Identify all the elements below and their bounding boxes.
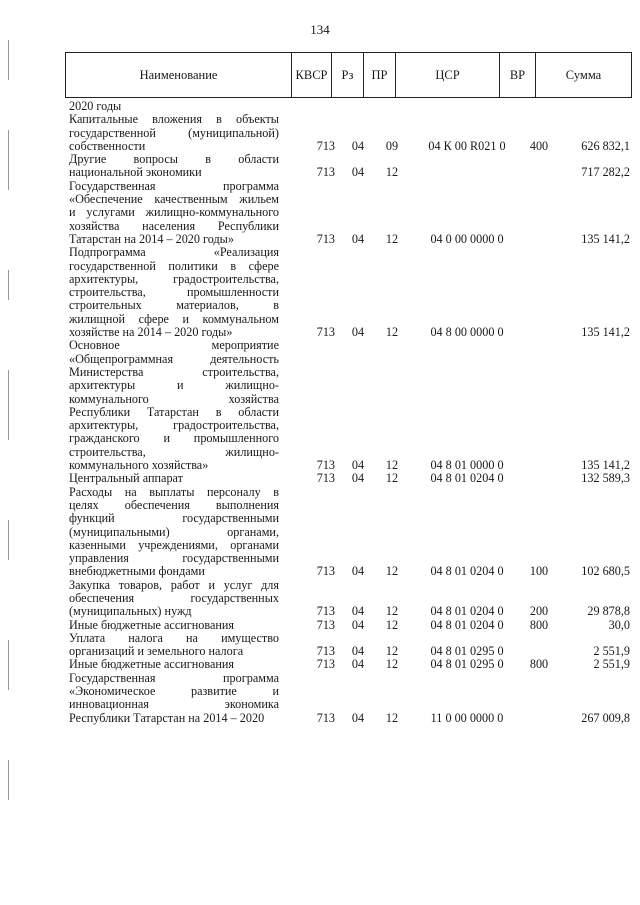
row-vr: 800: [529, 657, 549, 672]
row-name-line: государственной политики в сфере: [69, 258, 279, 273]
row-name-line: государственной (муниципальной): [69, 125, 279, 140]
row-name-line: функций государственными: [69, 511, 279, 526]
row-name-line: управления государственными: [69, 551, 279, 566]
row-name: [69, 486, 279, 579]
row-sum: 267 009,8: [581, 710, 630, 725]
table-row: [69, 339, 632, 472]
row-name-line: Расходы на выплаты персоналу в: [69, 484, 279, 499]
table-row: [69, 113, 632, 153]
row-name-line: инновационная экономика: [69, 697, 279, 712]
table-row: [69, 619, 632, 632]
row-name-line: архитектуры, градостроительства,: [69, 418, 279, 433]
row-kvsr: 713: [316, 231, 335, 246]
row-pr: 12: [385, 471, 399, 486]
row-name-line: 2020 годы: [69, 99, 122, 113]
row-name-line: Уплата налога на имущество: [69, 630, 279, 645]
table-row: [69, 486, 632, 579]
row-name: [69, 658, 279, 671]
row-name-line: обеспечения государственных: [69, 590, 279, 605]
row-name-line: жилищной сфере и коммунальном: [69, 311, 279, 326]
row-name-line: целях обеспечения выполнения: [69, 497, 279, 512]
header-pr: ПР: [364, 53, 396, 97]
row-kvsr: 713: [316, 165, 335, 180]
row-sum: 135 141,2: [581, 231, 630, 246]
table-row: [69, 658, 632, 671]
row-name-line: коммунального хозяйства»: [69, 458, 209, 473]
row-rz: 04: [351, 458, 365, 473]
row-csr: 04 8 01 0204 0: [430, 604, 504, 619]
row-pr: 09: [385, 138, 399, 153]
row-sum: 717 282,2: [581, 165, 630, 180]
row-name-line: Иные бюджетные ассигнования: [69, 657, 235, 672]
row-name: [69, 619, 279, 632]
header-sum: Сумма: [565, 67, 602, 82]
row-csr: 04 8 01 0000 0: [430, 458, 504, 473]
row-sum: 135 141,2: [581, 458, 630, 473]
row-name-line: Республики Татарстан в области: [69, 404, 279, 419]
row-name-line: казенными учреждениями, органами: [69, 537, 279, 552]
row-name-line: Министерства строительства,: [69, 364, 279, 379]
row-rz: 04: [351, 644, 365, 659]
row-name-line: архитектуры, градостроительства,: [69, 271, 279, 286]
header-vr: ВР: [500, 53, 536, 97]
row-rz: 04: [351, 138, 365, 153]
row-kvsr: 713: [316, 458, 335, 473]
row-name-line: Республики Татарстан на 2014 – 2020: [69, 710, 265, 725]
page-number: 134: [310, 22, 330, 37]
header-kvsr: КВСР: [292, 53, 332, 97]
row-sum: 626 832,1: [581, 138, 630, 153]
row-kvsr: 713: [316, 644, 335, 659]
row-name-line: Центральный аппарат: [69, 471, 183, 486]
table-header: [65, 52, 632, 98]
row-pr: 12: [385, 710, 399, 725]
row-kvsr: 713: [316, 617, 335, 632]
row-csr: 11 0 00 0000 0: [430, 710, 504, 725]
row-name-line: Подпрограмма «Реализация: [69, 245, 279, 260]
row-name-line: (муниципальными) органами,: [69, 524, 279, 539]
row-kvsr: 713: [316, 604, 335, 619]
row-rz: 04: [351, 564, 365, 579]
row-pr: 12: [385, 165, 399, 180]
row-sum: 30,0: [608, 617, 630, 632]
scan-margin-marks: [8, 40, 11, 800]
row-name-line: Другие вопросы в области: [69, 152, 279, 167]
row-kvsr: 713: [316, 138, 335, 153]
row-vr: 200: [529, 604, 549, 619]
row-name-line: коммунального хозяйства: [69, 391, 279, 406]
row-kvsr: 713: [316, 710, 335, 725]
row-name-line: Государственная программа: [69, 670, 279, 685]
row-name-line: организаций и земельного налога: [69, 644, 244, 659]
row-name: [69, 113, 279, 153]
row-rz: 04: [351, 471, 365, 486]
row-sum: 132 589,3: [581, 471, 630, 486]
row-csr: 04 8 01 0295 0: [430, 657, 504, 672]
row-name: [69, 246, 279, 339]
row-name-line: Капитальные вложения в объекты: [69, 112, 279, 127]
row-pr: 12: [385, 617, 399, 632]
row-kvsr: 713: [316, 325, 335, 340]
row-name-line: Иные бюджетные ассигнования: [69, 617, 235, 632]
row-csr: 04 8 00 0000 0: [430, 325, 504, 340]
table-row: [69, 632, 632, 659]
row-sum: 2 551,9: [593, 657, 630, 672]
row-name: [69, 579, 279, 619]
row-name: [69, 672, 279, 725]
row-csr: 04 0 00 0000 0: [430, 231, 504, 246]
row-csr: 04 8 01 0295 0: [430, 644, 504, 659]
row-pr: 12: [385, 644, 399, 659]
row-name: [69, 180, 279, 246]
row-kvsr: 713: [316, 564, 335, 579]
row-vr: 100: [529, 564, 549, 579]
row-name-line: и услугами жилищно-коммунального: [69, 205, 279, 220]
row-pr: 12: [385, 231, 399, 246]
row-rz: 04: [351, 617, 365, 632]
row-name-line: архитектуры и жилищно-: [69, 378, 279, 393]
table-body: [69, 100, 632, 725]
row-name: [69, 472, 279, 485]
row-csr: 04 8 01 0204 0: [430, 617, 504, 632]
row-name-line: строительства, промышленности: [69, 285, 279, 300]
table-row: [69, 472, 632, 485]
row-name: [69, 100, 279, 113]
header-name: Наименование: [66, 53, 292, 97]
row-name-line: собственности: [69, 138, 146, 153]
row-name-line: внебюджетными фондами: [69, 564, 205, 579]
row-name-line: «Общепрограммная деятельность: [69, 351, 279, 366]
row-pr: 12: [385, 458, 399, 473]
row-vr: 800: [529, 617, 549, 632]
row-pr: 12: [385, 604, 399, 619]
row-name-line: Татарстан на 2014 – 2020 годы»: [69, 231, 234, 246]
row-rz: 04: [351, 710, 365, 725]
row-csr: 04 К 00 R021 0: [428, 138, 506, 153]
table-row: [69, 100, 632, 113]
row-csr: 04 8 01 0204 0: [430, 564, 504, 579]
row-rz: 04: [351, 231, 365, 246]
row-pr: 12: [385, 564, 399, 579]
row-name: [69, 339, 279, 472]
header-rz: Рз: [332, 53, 364, 97]
row-rz: 04: [351, 657, 365, 672]
row-sum: 2 551,9: [593, 644, 630, 659]
row-pr: 12: [385, 325, 399, 340]
row-rz: 04: [351, 604, 365, 619]
row-sum: 135 141,2: [581, 325, 630, 340]
row-name-line: «Обеспечение качественным жильем: [69, 192, 279, 207]
row-name-line: (муниципальных) нужд: [69, 604, 192, 619]
table-row: [69, 246, 632, 339]
row-csr: 04 8 01 0204 0: [430, 471, 504, 486]
row-sum: 29 878,8: [587, 604, 630, 619]
table-row: [69, 180, 632, 246]
table-row: [69, 672, 632, 725]
row-name-line: Государственная программа: [69, 178, 279, 193]
row-name-line: строительства, жилищно-: [69, 444, 279, 459]
row-vr: 400: [529, 138, 549, 153]
row-rz: 04: [351, 325, 365, 340]
table-row: [69, 579, 632, 619]
row-sum: 102 680,5: [581, 564, 630, 579]
row-name-line: Закупка товаров, работ и услуг для: [69, 577, 279, 592]
table-row: [69, 153, 632, 180]
row-name-line: хозяйства населения Республики: [69, 218, 279, 233]
row-rz: 04: [351, 165, 365, 180]
header-csr: ЦСР: [396, 53, 500, 97]
row-kvsr: 713: [316, 471, 335, 486]
row-name-line: национальной экономики: [69, 165, 202, 180]
row-name: [69, 632, 279, 659]
row-name: [69, 153, 279, 180]
row-name-line: гражданского и промышленного: [69, 431, 279, 446]
row-name-line: Основное мероприятие: [69, 338, 279, 353]
row-kvsr: 713: [316, 657, 335, 672]
row-name-line: хозяйстве на 2014 – 2020 годы»: [69, 325, 233, 340]
row-name-line: «Экономическое развитие и: [69, 684, 279, 699]
row-pr: 12: [385, 657, 399, 672]
row-name-line: строительных материалов, в: [69, 298, 279, 313]
